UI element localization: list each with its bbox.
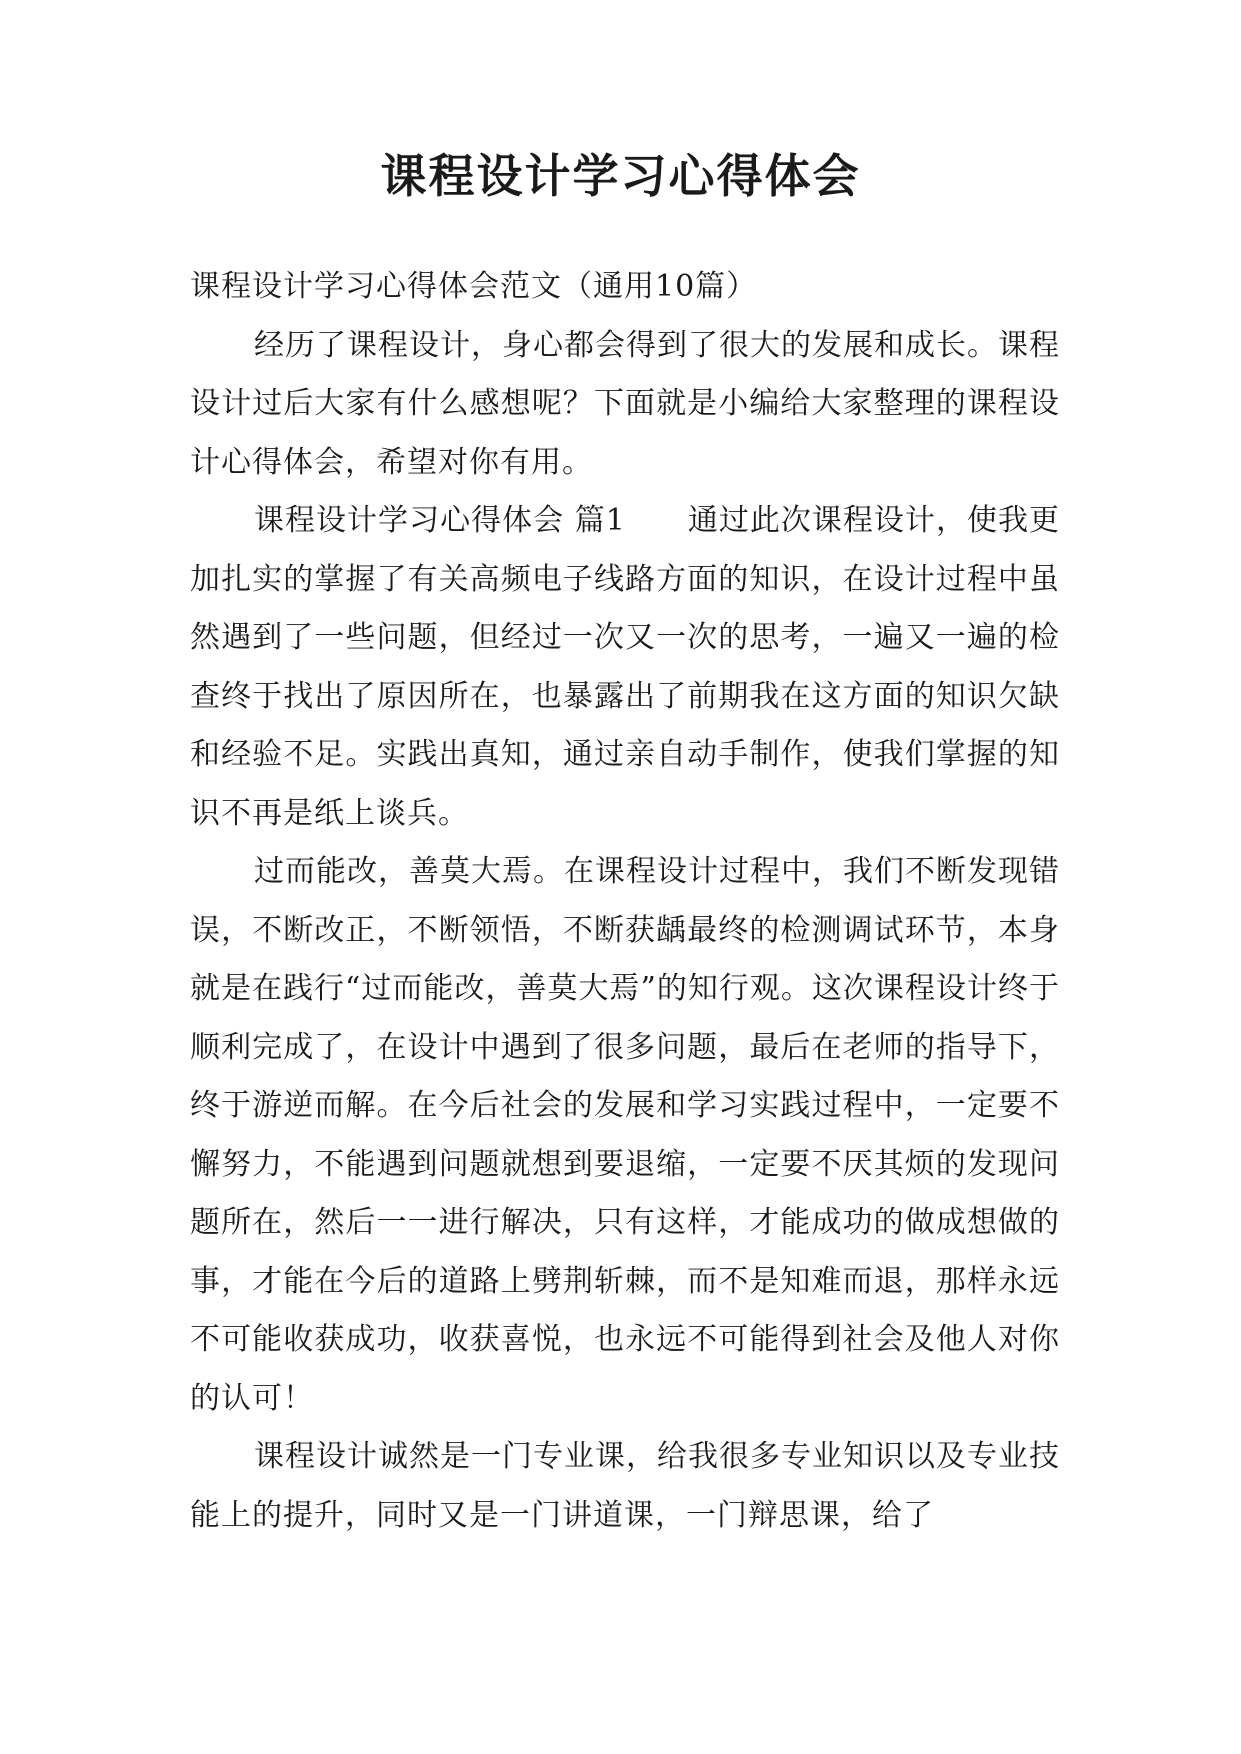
section-1-first-text: 通过此次课程设计，使我更加扎实的掌握了有关高频电子线路方面的知识，在设计过程中虽然遇到了一些问题，但经过一次又一次的思考，一遍又一遍的检查终于找出了原因所在，也暴露出了前期我在这方面的知识欠缺和经验不足。实践出真知，通过亲自动手制作，使我们掌握的知识不再是纸上谈兵。 — [190, 503, 1060, 831]
section-1-paragraph-2: 过而能改，善莫大焉。在课程设计过程中，我们不断发现错误，不断改正，不断领悟，不断获龋最终的检测调试环节，本身就是在践行“过而能改，善莫大焉”的知行观。这次课程设计终于顺利完成了，在设计中遇到了很多问题，最后在老师的指导下，终于游逆而解。在今后社会的发展和学习实践过程中，一定要不懈努力，不能遇到问题就想到要退缩，一定要不厌其烦的发现问题所在，然后一一进行解决，只有这样，才能成功的做成想做的事，才能在今后的道路上劈荆斩棘，而不是知难而退，那样永远不可能收获成功，收获喜悦，也永远不可能得到社会及他人对你的认可！ — [190, 854, 1060, 1416]
document-title: 课程设计学习心得体会 — [380, 149, 861, 203]
section-1-paragraph-3: 课程设计诚然是一门专业课，给我很多专业知识以及专业技能上的提升，同时又是一门讲道课，一门辩思课，给了 — [190, 1439, 1060, 1533]
document-body — [190, 258, 1060, 1545]
section-1-heading: 课程设计学习心得体会 篇1 — [254, 503, 626, 538]
document-subtitle: 课程设计学习心得体会范文（通用10篇） — [190, 269, 758, 304]
intro-paragraph: 经历了课程设计，身心都会得到了很大的发展和成长。课程设计过后大家有什么感想呢？下面就是小编给大家整理的课程设计心得体会，希望对你有用。 — [190, 327, 1060, 480]
section-1-paragraph-1 — [190, 492, 1060, 843]
